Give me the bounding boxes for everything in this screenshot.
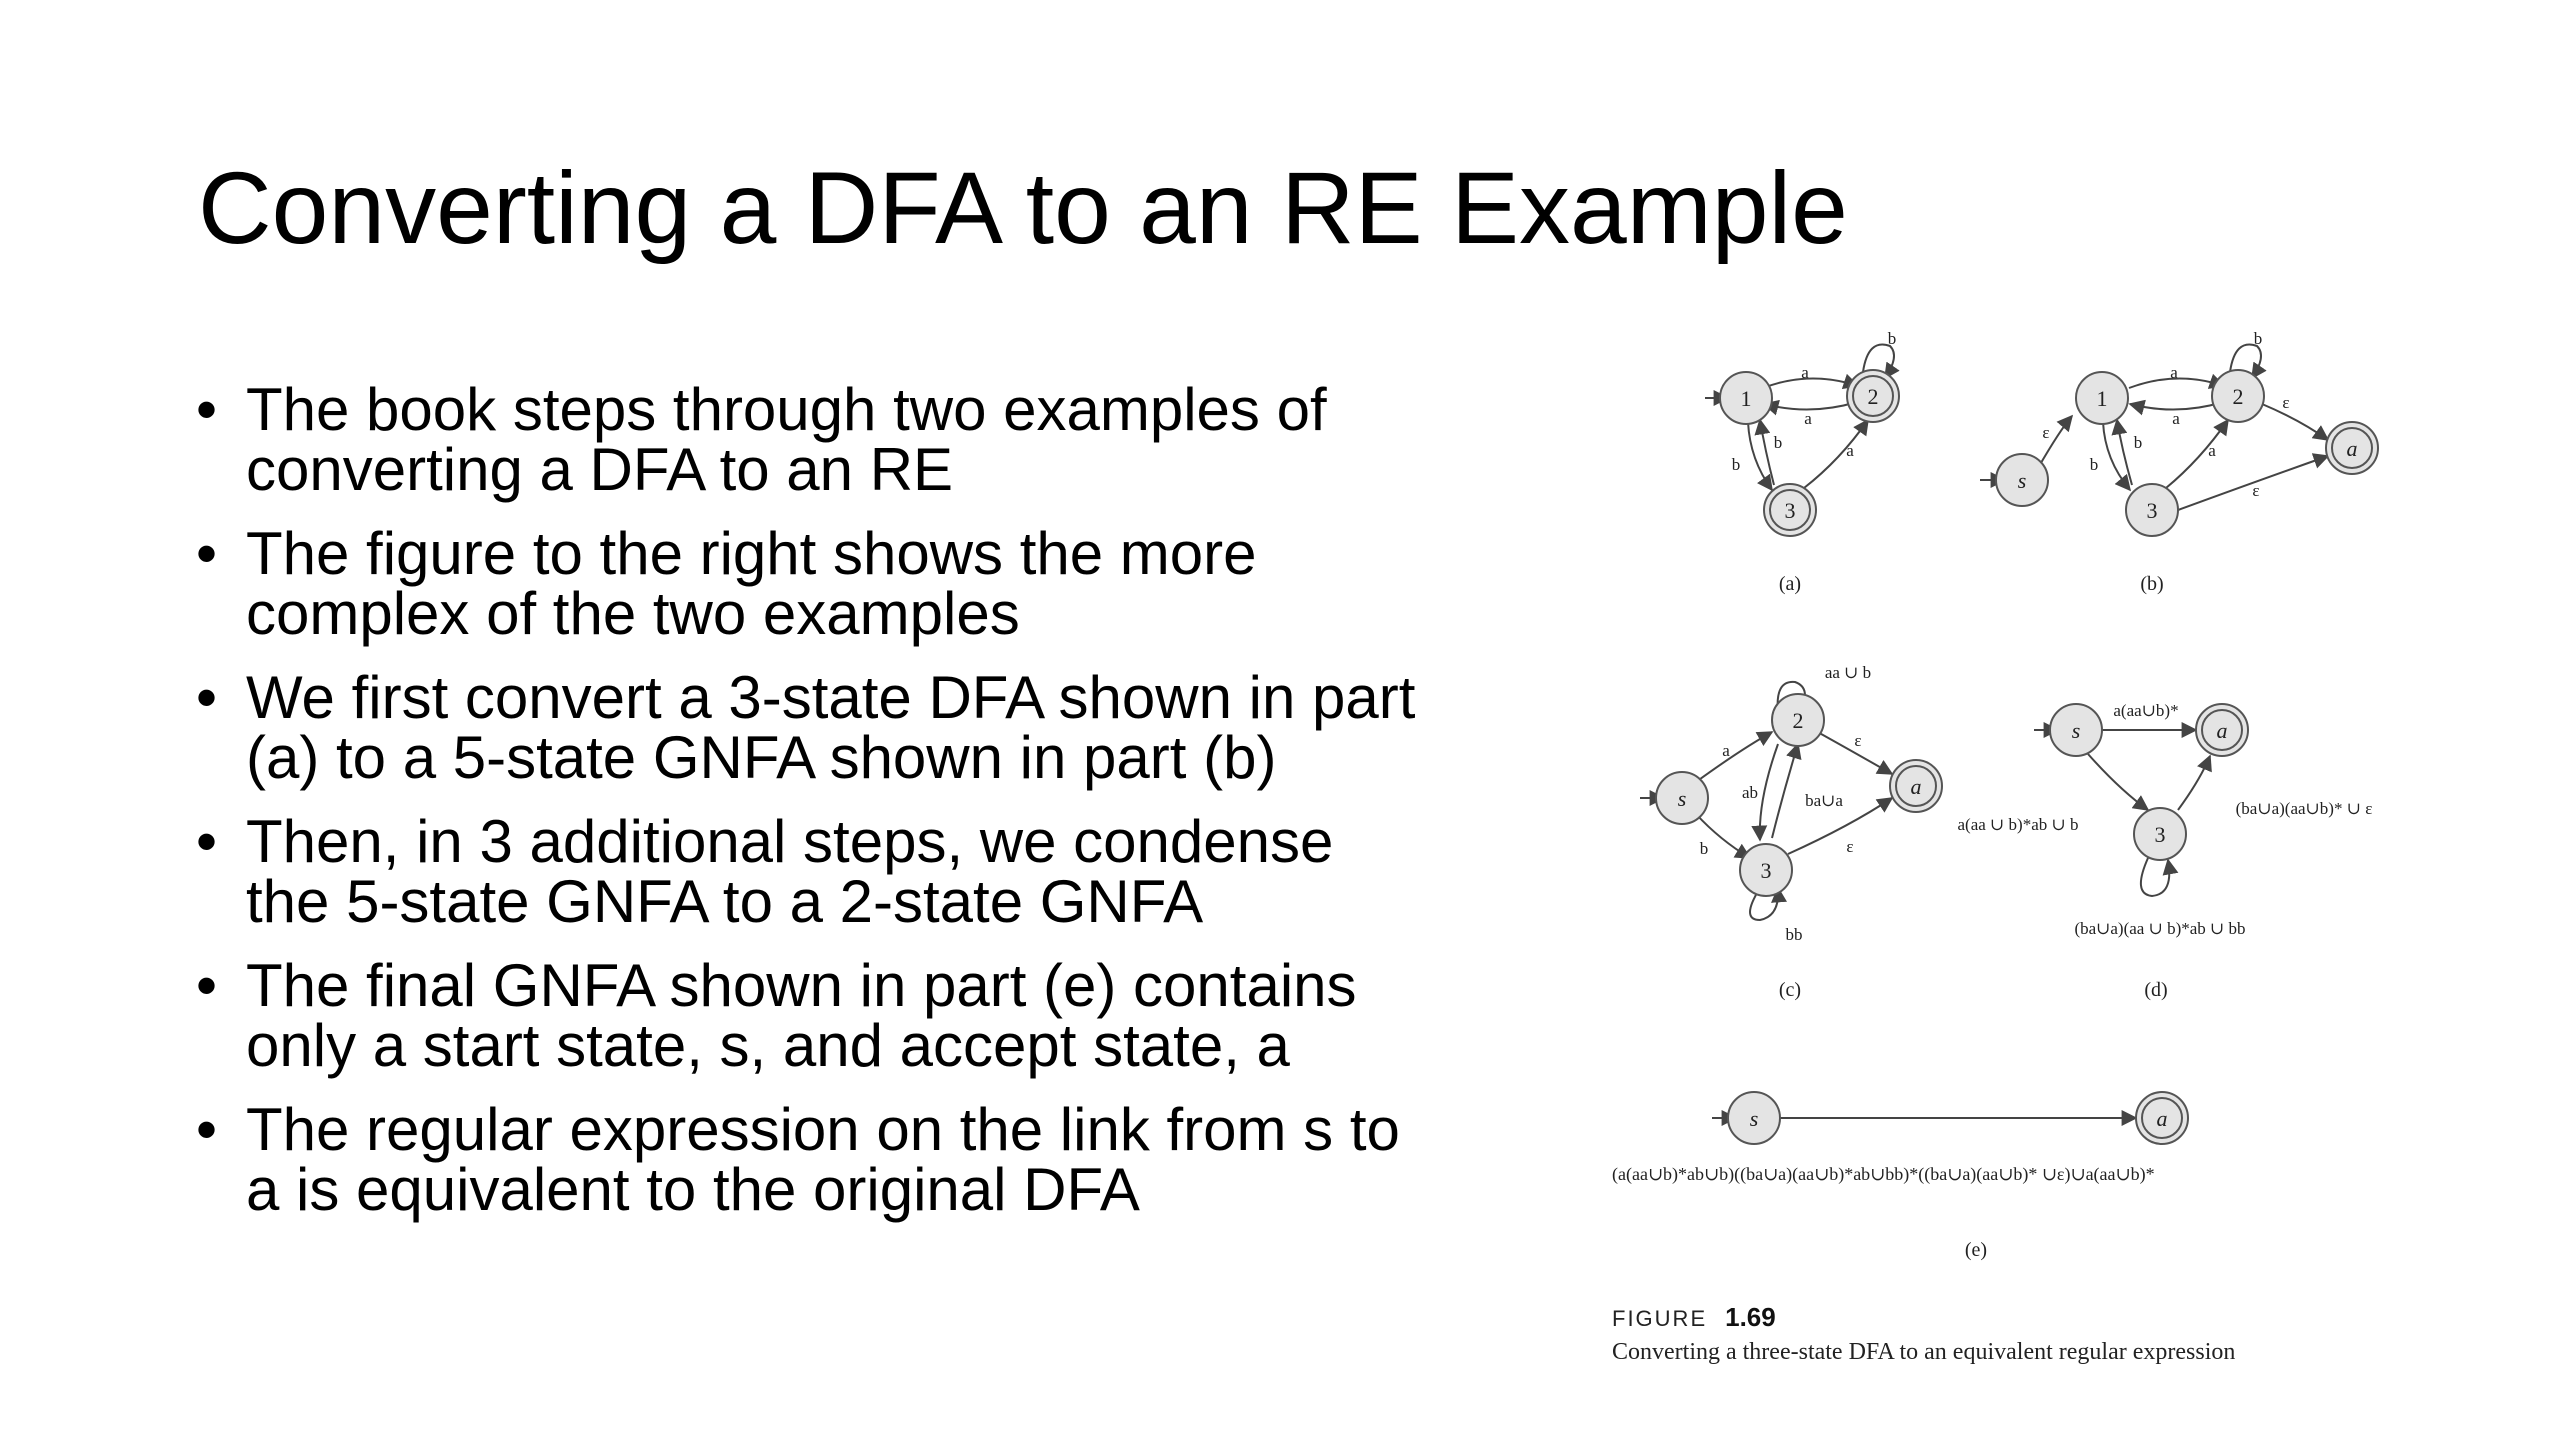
state-label: s [1749, 1106, 1759, 1131]
edge-label: a [1804, 409, 1812, 428]
bullet-item [196, 664, 1536, 791]
state-label: a [2346, 436, 2358, 461]
edge-label: b [1731, 455, 1741, 474]
edge-label: ε [1846, 837, 1854, 856]
figure-number: 1.69 [1725, 1302, 1776, 1332]
state-label: s [2071, 718, 2081, 743]
edge-label: a [2208, 441, 2216, 460]
bullet-text: the 5-state GNFA to a 2-state GNFA [246, 868, 1204, 935]
state-label: 3 [1784, 498, 1796, 523]
edge-label: a(aa∪b)* [2113, 701, 2179, 720]
edge-label: ab [1741, 783, 1759, 802]
edge-label: ε [2042, 423, 2050, 442]
bullet-text: complex of the two examples [246, 580, 1020, 647]
edge-label: (ba∪a)(aa∪b)* ∪ ε [2235, 799, 2373, 818]
edge-label: bb [1785, 925, 1803, 944]
figure-description: Converting a three-state DFA to an equivalent regular expression [1612, 1339, 2236, 1365]
bullet-item [196, 520, 1536, 647]
edge-label: a(aa ∪ b)*ab ∪ b [1957, 815, 2079, 834]
state-label: a [2216, 718, 2228, 743]
panel-label: (a) [1778, 573, 1802, 595]
bullet-text: • The figure to the right shows the more [246, 520, 1257, 587]
edge-label: a [2172, 409, 2180, 428]
panel-label: (b) [2140, 573, 2164, 595]
panel-label: (d) [2144, 979, 2168, 1001]
edge-label: b [2253, 329, 2263, 348]
figure-label: FIGURE [1612, 1306, 1708, 1331]
state-label: 1 [1740, 386, 1752, 411]
edge-label: ε [2282, 393, 2290, 412]
state-label: s [1677, 786, 1687, 811]
bullet-list [196, 376, 1536, 1244]
bullet-text: only a start state, s, and accept state, a [246, 1012, 1290, 1079]
bullet-text: • The book steps through two examples of [246, 376, 1327, 443]
bullet-text: • The final GNFA shown in part (e) contains [246, 952, 1357, 1019]
edge-label: (ba∪a)(aa ∪ b)*ab ∪ bb [2074, 919, 2246, 938]
edge-label: b [2133, 433, 2143, 452]
edge-label: b [2089, 455, 2099, 474]
panel-d [1958, 701, 2373, 1001]
edge-label: b [1887, 329, 1897, 348]
bullet-text: a is equivalent to the original DFA [246, 1156, 1140, 1223]
bullet-item [196, 808, 1536, 935]
figure-diagram [1600, 320, 2400, 1280]
state-label: 3 [1760, 858, 1772, 883]
panel-c [1640, 663, 1942, 1001]
panel-label: (c) [1778, 979, 1802, 1001]
state-label: 3 [2146, 498, 2158, 523]
state-label: 2 [1792, 708, 1804, 733]
edge-label: ε [2252, 481, 2260, 500]
panel-a [1705, 329, 1899, 595]
edge-label: a [1846, 441, 1854, 460]
bullet-text: • We first convert a 3-state DFA shown in part [246, 664, 1416, 731]
edge-label: ε [1854, 731, 1862, 750]
bullet-item [196, 376, 1536, 503]
bullet-item [196, 952, 1536, 1079]
state-label: 1 [2096, 386, 2108, 411]
bullet-text: converting a DFA to an RE [246, 436, 954, 503]
bullet-text: • Then, in 3 additional steps, we condense [246, 808, 1334, 875]
bullet-item [196, 1096, 1536, 1223]
edge-label: (a(aa∪b)*ab∪b)((ba∪a)(aa∪b)*ab∪bb)*((ba∪a)(aa∪b)* ∪ε)∪a(aa∪b)* [1612, 1164, 2155, 1184]
state-label: s [2017, 468, 2027, 493]
state-label: a [2156, 1106, 2168, 1131]
panel-label: (e) [1964, 1239, 1988, 1261]
state-label: a [1910, 774, 1922, 799]
state-label: 2 [1867, 384, 1879, 409]
edge-label: ba∪a [1805, 791, 1843, 810]
edge-label: a [2170, 363, 2178, 382]
figure-caption [1612, 1302, 2235, 1366]
edge-label: a [1722, 741, 1730, 760]
edge-label: b [1699, 839, 1709, 858]
panel-b [1980, 329, 2378, 595]
panel-e [1612, 1092, 2188, 1261]
slide-title: Converting a DFA to an RE Example [198, 151, 1848, 265]
edge-label: b [1773, 433, 1783, 452]
bullet-text: (a) to a 5-state GNFA shown in part (b) [246, 724, 1277, 791]
edge-label: aa ∪ b [1824, 663, 1872, 682]
state-label: 3 [2154, 822, 2166, 847]
state-label: 2 [2232, 384, 2244, 409]
edge-label: a [1801, 363, 1809, 382]
bullet-text: • The regular expression on the link from s to [246, 1096, 1400, 1163]
